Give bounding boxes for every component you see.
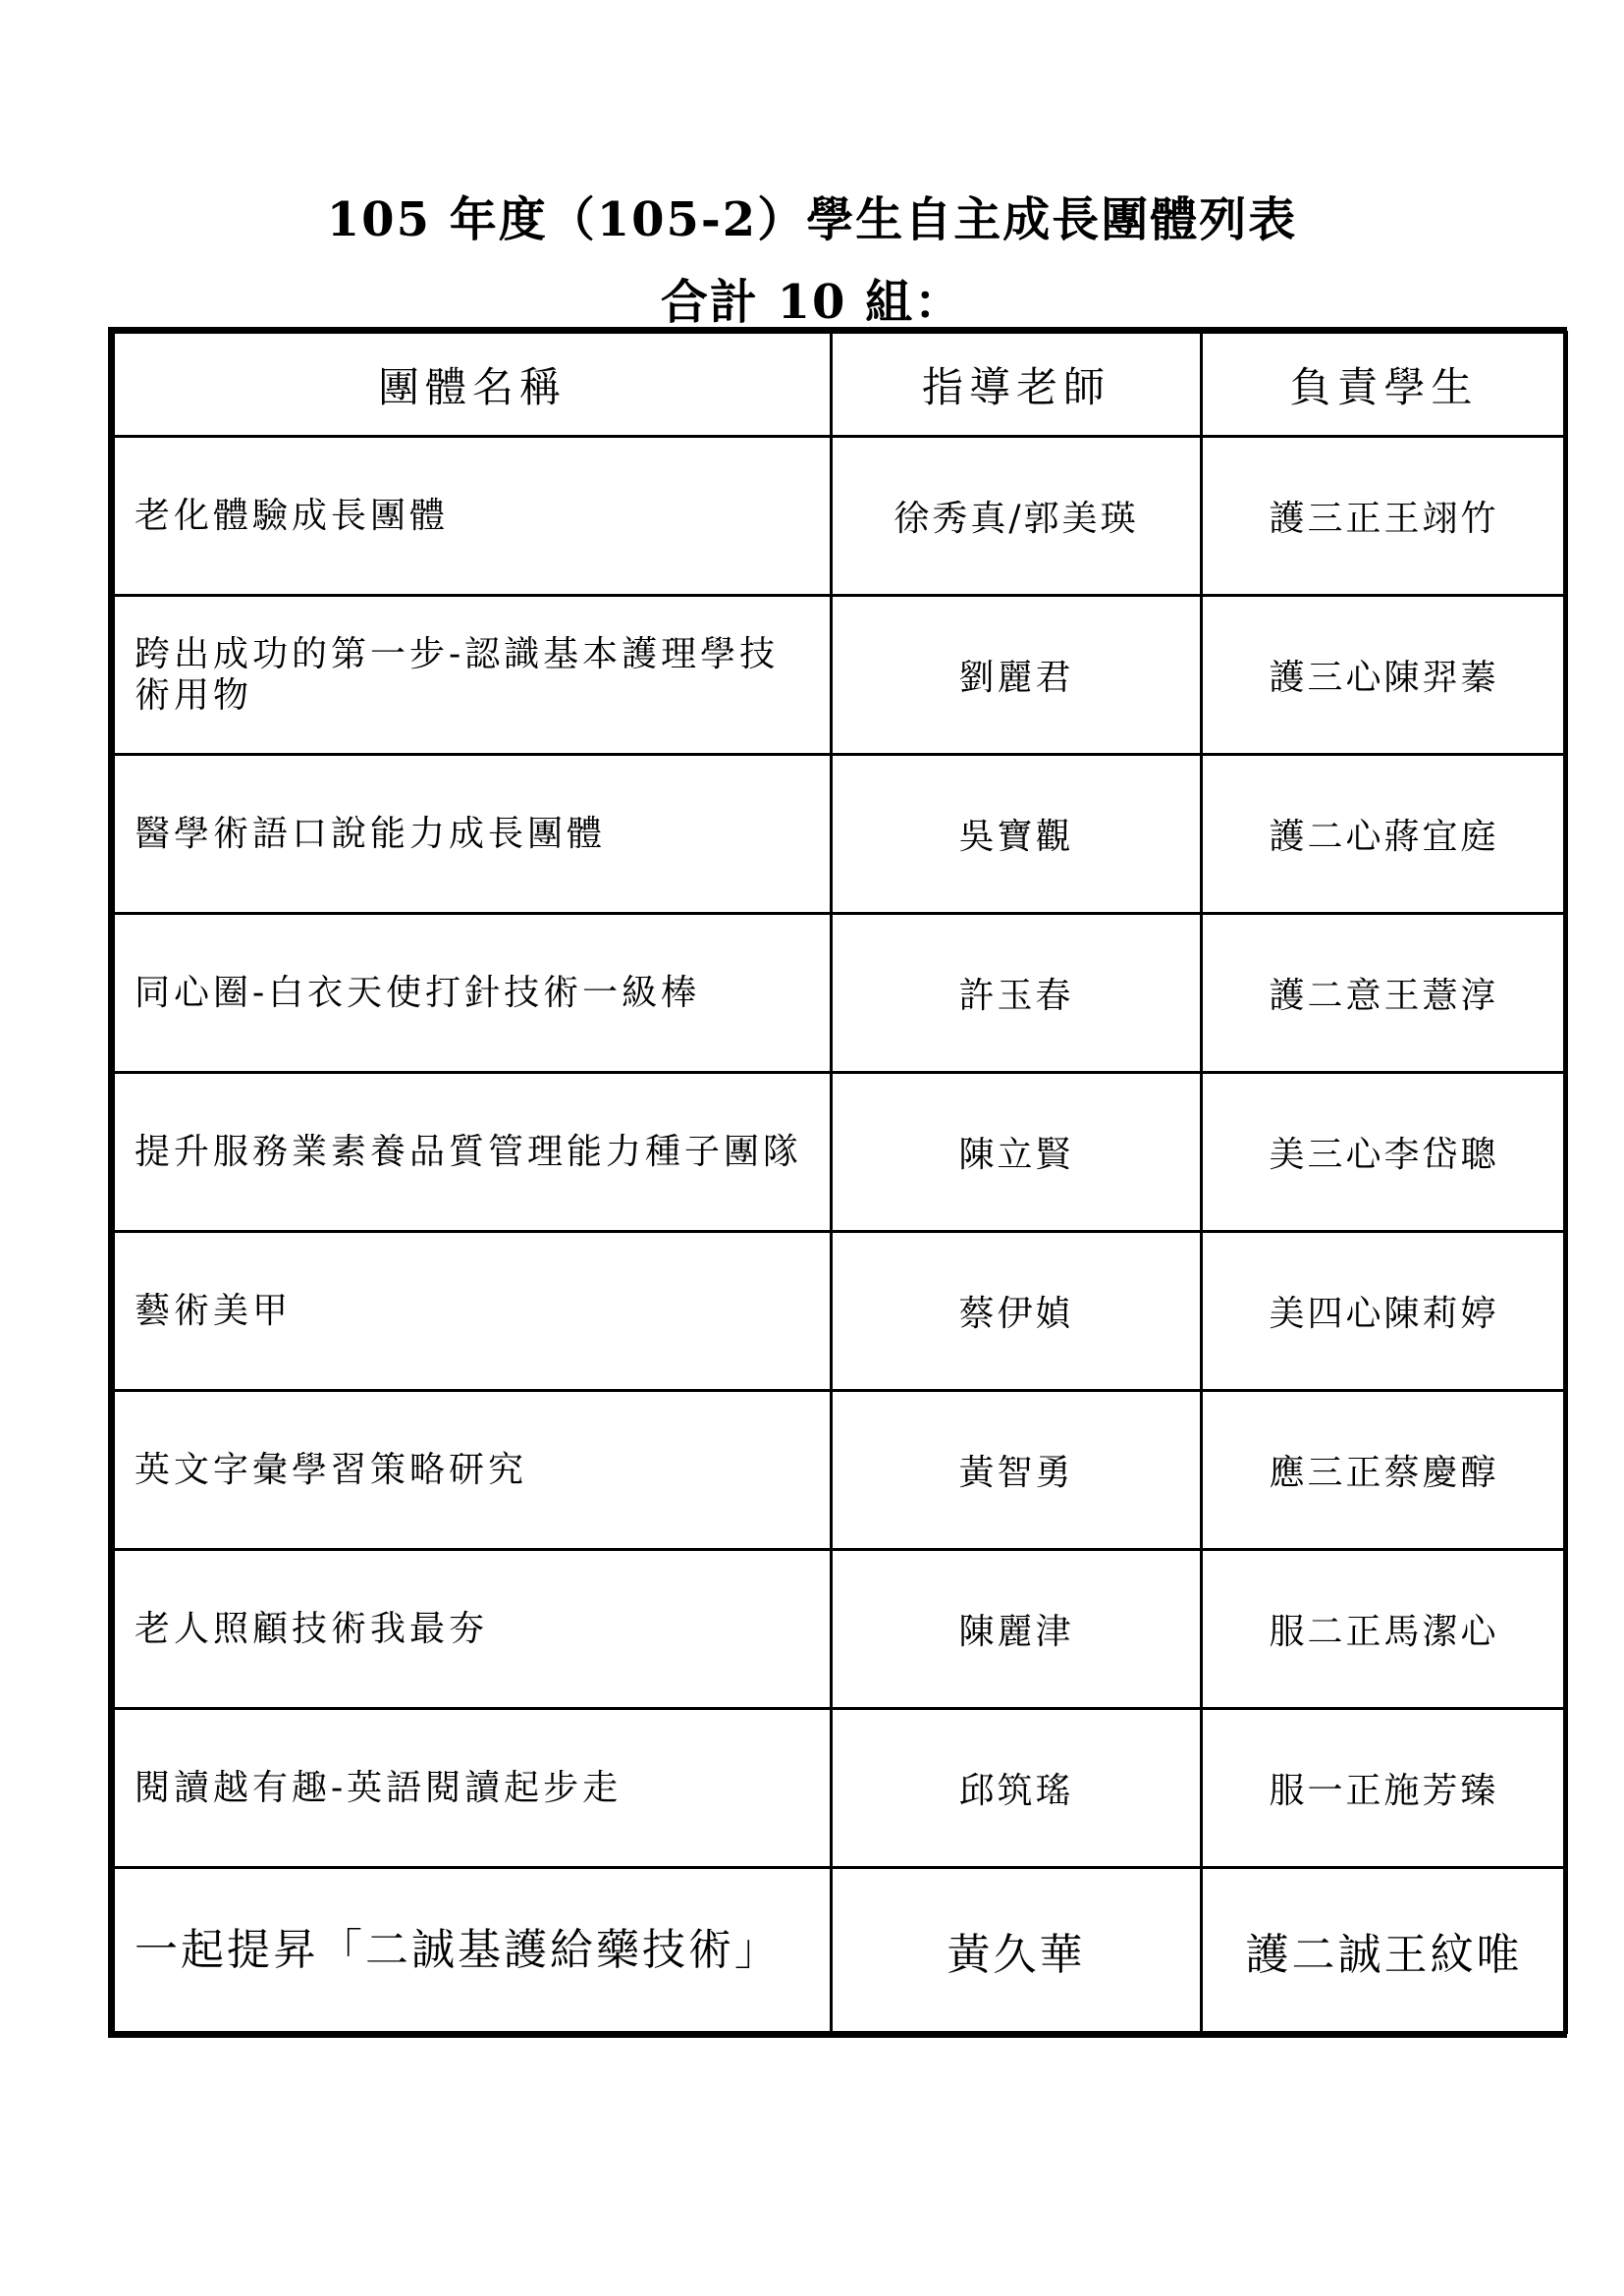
- advisor-name: 徐秀真/郭美瑛: [893, 499, 1139, 539]
- advisor-name: 陳麗津: [958, 1612, 1074, 1652]
- group-name: 同心圈-白衣天使打針技術一級棒: [135, 972, 701, 1013]
- table-row: [114, 596, 1567, 755]
- advisor-name: 吳寶觀: [958, 817, 1074, 857]
- group-name: 提升服務業素養品質管理能力種子團隊: [135, 1131, 803, 1172]
- advisor-name: 黃久華: [947, 1929, 1086, 1980]
- header-label: 指導老師: [921, 362, 1110, 411]
- page-title: 105 年度（105-2）學生自主成長團體列表: [326, 192, 1298, 247]
- table-row: [114, 1391, 1567, 1550]
- student-name: 護二意王薏淳: [1269, 976, 1499, 1016]
- advisor-cell: [832, 1709, 1202, 1868]
- advisor-name: 陳立賢: [958, 1135, 1074, 1175]
- group-name-cell: [114, 1709, 832, 1868]
- table-row: [114, 1550, 1567, 1709]
- student-cell: [1202, 1550, 1567, 1709]
- table-row: [114, 914, 1567, 1073]
- group-name-cell: [114, 1550, 832, 1709]
- table-row: [114, 1709, 1567, 1868]
- advisor-cell: [832, 437, 1202, 596]
- advisor-name: 黃智勇: [958, 1453, 1074, 1493]
- table-row: [114, 1232, 1567, 1391]
- groups-table-container: [108, 327, 1567, 2038]
- table-row: [114, 1868, 1567, 2033]
- group-name-cell: [114, 914, 832, 1073]
- group-name-cell: [114, 755, 832, 914]
- table-row: [114, 755, 1567, 914]
- student-cell: [1202, 1868, 1567, 2033]
- group-name-cell: [114, 1868, 832, 2033]
- advisor-cell: [832, 596, 1202, 755]
- advisor-cell: [832, 1550, 1202, 1709]
- student-cell: [1202, 1391, 1567, 1550]
- student-name: 服一正施芳臻: [1269, 1771, 1499, 1811]
- student-cell: [1202, 1709, 1567, 1868]
- group-name: 醫學術語口說能力成長團體: [135, 813, 607, 854]
- student-cell: [1202, 755, 1567, 914]
- advisor-cell: [832, 1232, 1202, 1391]
- student-name: 護二誠王紋唯: [1245, 1929, 1523, 1980]
- group-name: 藝術美甲: [135, 1290, 293, 1331]
- group-name-cell: [114, 596, 832, 755]
- advisor-name: 邱筑瑤: [958, 1771, 1074, 1811]
- student-name: 美三心李岱聰: [1269, 1135, 1499, 1175]
- advisor-cell: [832, 1073, 1202, 1232]
- table-header-row: [114, 333, 1567, 437]
- student-name: 護二心蔣宜庭: [1269, 817, 1499, 857]
- advisor-cell: [832, 755, 1202, 914]
- group-name: 老人照顧技術我最夯: [135, 1608, 489, 1649]
- advisor-cell: [832, 1391, 1202, 1550]
- student-name: 護三心陳羿蓁: [1269, 658, 1499, 698]
- column-header-group-name: [114, 333, 832, 437]
- group-name: 一起提昇「二誠基護給藥技術」: [135, 1924, 781, 1975]
- group-count-subtitle: 合計 10 組：: [660, 275, 964, 330]
- student-name: 服二正馬潔心: [1269, 1612, 1499, 1652]
- student-cell: [1202, 914, 1567, 1073]
- student-cell: [1202, 1232, 1567, 1391]
- student-cell: [1202, 596, 1567, 755]
- advisor-name: 劉麗君: [958, 658, 1074, 698]
- advisor-cell: [832, 1868, 1202, 2033]
- header-label: 負責學生: [1289, 362, 1479, 411]
- advisor-name: 蔡伊媜: [958, 1294, 1074, 1334]
- student-name: 美四心陳莉婷: [1269, 1294, 1499, 1334]
- student-cell: [1202, 437, 1567, 596]
- student-name: 應三正蔡慶醇: [1269, 1453, 1499, 1493]
- advisor-name: 許玉春: [958, 976, 1074, 1016]
- group-name: 跨出成功的第一步-認識基本護理學技術用物: [135, 633, 780, 716]
- group-name-cell: [114, 1073, 832, 1232]
- student-cell: [1202, 1073, 1567, 1232]
- group-name: 英文字彙學習策略研究: [135, 1449, 528, 1490]
- group-name-cell: [114, 1391, 832, 1550]
- table-row: [114, 1073, 1567, 1232]
- group-name: 閱讀越有趣-英語閱讀起步走: [135, 1767, 623, 1808]
- student-name: 護三正王翊竹: [1269, 499, 1499, 539]
- column-header-student: [1202, 333, 1567, 437]
- group-name: 老化體驗成長團體: [135, 495, 450, 536]
- header-label: 團體名稱: [377, 362, 567, 411]
- group-name-cell: [114, 1232, 832, 1391]
- group-name-cell: [114, 437, 832, 596]
- groups-table: [112, 331, 1568, 2034]
- column-header-advisor: [832, 333, 1202, 437]
- advisor-cell: [832, 914, 1202, 1073]
- table-row: [114, 437, 1567, 596]
